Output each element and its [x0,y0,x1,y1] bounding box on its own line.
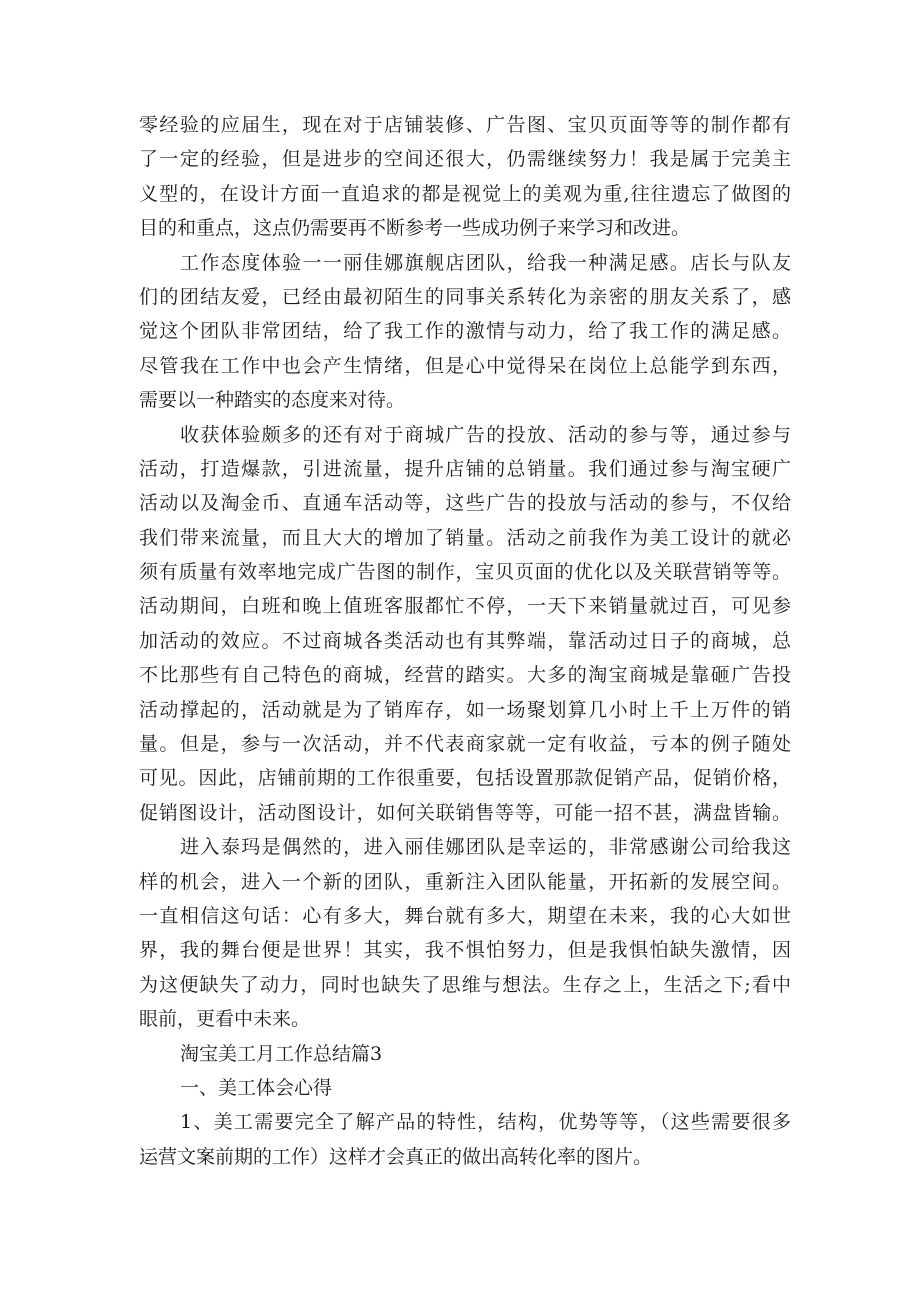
text-line: 工作态度体验一一丽佳娜旗舰店团队，给我一种满足感。店长与队友 [180,251,791,274]
text-line: 眼前，更看中未来。 [139,1008,311,1031]
text-line: 加活动的效应。不过商城各类活动也有其弊端，靠活动过日子的商城，总 [139,629,791,652]
text-line: 零经验的应届生，现在对于店铺装修、广告图、宝贝页面等等的制作都有 [139,114,791,136]
text-line: 运营文案前期的工作）这样才会真正的做出高转化率的图片。 [139,1145,653,1168]
text-line: 量。但是，参与一次活动，并不代表商家就一定有收益，亏本的例子随处 [139,733,791,756]
text-line: 活动以及淘金币、直通车活动等，这些广告的投放与活动的参与，不仅给 [139,492,791,515]
text-line: 进入泰玛是偶然的，进入丽佳娜团队是幸运的，非常感谢公司给我这 [180,836,791,859]
text-line: 活动，打造爆款，引进流量，提升店铺的总销量。我们通过参与淘宝硬广 [139,457,791,480]
paragraph-harvest [139,418,791,831]
paragraph-continuation [139,108,791,246]
text-line: 目的和重点，这点仍需要再不断参考一些成功例子来学习和改进。 [139,217,691,240]
text-line: 样的机会，进入一个新的团队，重新注入团队能量，开拓新的发展空间。 [139,870,791,893]
text-line: 我们带来流量，而且大大的增加了销量。活动之前我作为美工设计的就必 [139,526,791,549]
text-line: 为这便缺失了动力，同时也缺失了思维与想法。生存之上，生活之下;看中 [139,973,791,996]
text-line: 了一定的经验，但是进步的空间还很大，仍需继续努力！我是属于完美主 [139,148,791,171]
text-line: 一、美工体会心得 [180,1076,333,1099]
document-page [139,108,791,1174]
paragraph-point-1 [139,1105,791,1174]
text-line: 收获体验颇多的还有对于商城广告的投放、活动的参与等，通过参与 [180,423,791,446]
text-line: 1、美工需要完全了解产品的特性，结构，优势等等，（这些需要很多 [180,1111,791,1134]
text-line: 淘宝美工月工作总结篇3 [180,1042,383,1065]
paragraph-work-attitude [139,246,791,418]
text-line: 尽管我在工作中也会产生情绪，但是心中觉得呆在岗位上总能学到东西， [139,354,791,377]
text-line: 活动撑起的，活动就是为了销库存，如一场聚划算几小时上千上万件的销 [139,698,791,721]
text-line: 一直相信这句话：心有多大，舞台就有多大，期望在未来，我的心大如世 [139,904,791,927]
subsection-heading [139,1071,791,1105]
text-line: 促销图设计，活动图设计，如何关联销售等等，可能一招不甚，满盘皆输。 [139,801,791,824]
section-heading [139,1037,791,1071]
paragraph-joining [139,830,791,1036]
text-line: 活动期间，白班和晚上值班客服都忙不停，一天下来销量就过百，可见参 [139,595,791,618]
text-line: 们的团结友爱，已经由最初陌生的同事关系转化为亲密的朋友关系了，感 [139,285,791,308]
text-line: 须有质量有效率地完成广告图的制作，宝贝页面的优化以及关联营销等等。 [139,561,791,584]
text-line: 义型的，在设计方面一直追求的都是视觉上的美观为重,往往遗忘了做图的 [139,182,791,205]
text-line: 觉这个团队非常团结，给了我工作的激情与动力，给了我工作的满足感。 [139,320,791,343]
text-line: 可见。因此，店铺前期的工作很重要，包括设置那款促销产品，促销价格， [139,767,791,790]
text-line: 需要以一种踏实的态度来对待。 [139,389,406,412]
text-line: 不比那些有自己特色的商城，经营的踏实。大多的淘宝商城是靠砸广告投 [139,664,791,687]
text-line: 界，我的舞台便是世界！其实，我不惧怕努力，但是我惧怕缺失激情，因 [139,939,791,962]
